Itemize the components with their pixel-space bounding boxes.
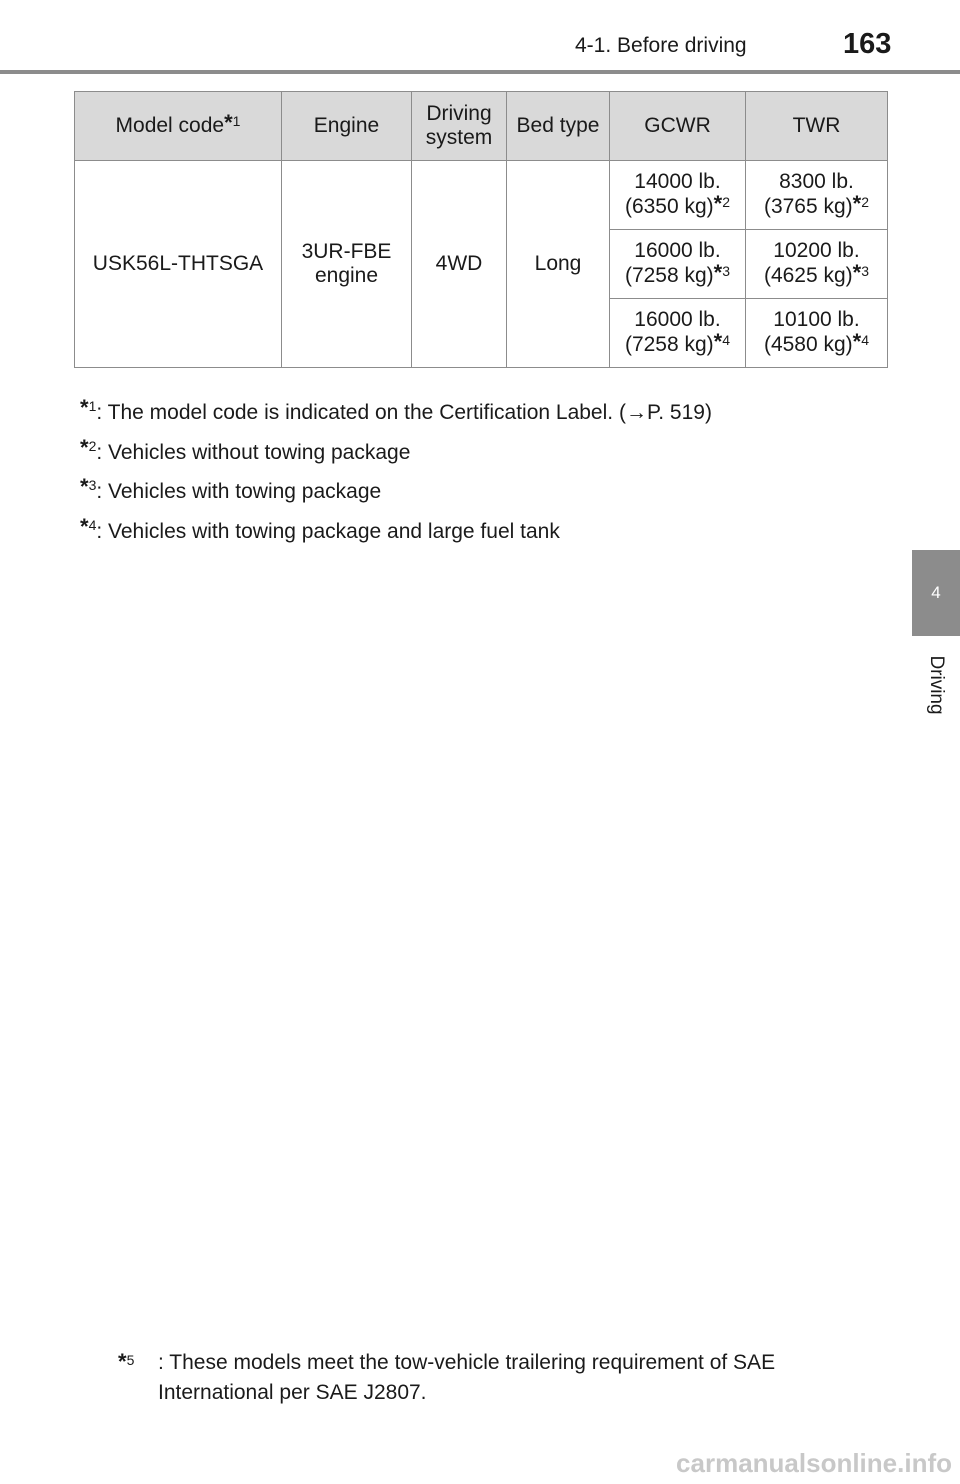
footnote-marker: *3 xyxy=(713,260,731,285)
footnote-marker: *1 xyxy=(224,110,241,135)
footnotes xyxy=(80,392,880,550)
footnote-marker: *5 xyxy=(118,1349,135,1374)
twr-cell: 8300 lb. (3765 kg)$^{*2}$ xyxy=(746,161,888,230)
model-code-cell: USK56L-THTSGA xyxy=(75,161,282,368)
gcwr-cell: 16000 lb. (7258 kg)$^{*3}$ xyxy=(610,230,746,299)
twr-cell: 10200 lb. (4625 kg)$^{*3}$ xyxy=(746,230,888,299)
footnote-marker: *1 xyxy=(80,395,97,420)
bed-type-cell: Long xyxy=(507,161,610,368)
header-bed-type: Bed type xyxy=(507,92,610,161)
footnote-1: $^{*1}$: The model code is indicated on the Certification Label. (→P. 519) xyxy=(80,395,712,424)
chapter-label: Driving xyxy=(926,655,947,715)
footnote-marker: *2 xyxy=(80,434,97,460)
footnote-5: *5 : These models meet the tow-vehicle trailering requirement of SAE International per SAE J2807. xyxy=(118,1348,858,1408)
header-rule xyxy=(0,70,960,74)
footnote-marker: *2 xyxy=(713,191,731,216)
section-title: 4-1. Before driving xyxy=(575,34,747,57)
watermark: carmanualsonline.info xyxy=(676,1448,952,1478)
header-engine: Engine xyxy=(282,92,412,161)
table-header-row xyxy=(75,92,888,161)
footnote-marker: *4 xyxy=(852,329,870,354)
chapter-number: 4 xyxy=(931,583,941,602)
footnote-marker: *3 xyxy=(80,474,97,499)
footnote-2: $^{*2}$: Vehicles without towing package xyxy=(80,434,411,464)
header-model-code: Model code$^{*1}$ xyxy=(75,92,282,161)
gcwr-cell: 16000 lb. (7258 kg)$^{*4}$ xyxy=(610,299,746,368)
page-number: 163 xyxy=(843,28,892,60)
footnote-marker: *4 xyxy=(713,329,731,354)
footnote-4: $^{*4}$: Vehicles with towing package and large fuel tank xyxy=(80,513,560,543)
twr-cell: 10100 lb. (4580 kg)$^{*4}$ xyxy=(746,299,888,368)
header-driving-system: Driving system xyxy=(412,92,507,161)
header-twr: TWR xyxy=(746,92,888,161)
header-gcwr: GCWR xyxy=(610,92,746,161)
chapter-tab xyxy=(912,550,960,636)
engine-cell: 3UR-FBE engine xyxy=(282,161,412,368)
footnote-marker: *4 xyxy=(80,513,97,539)
table-row xyxy=(75,161,888,230)
footnote-3: $^{*3}$: Vehicles with towing package xyxy=(80,474,382,503)
driving-system-cell: 4WD xyxy=(412,161,507,368)
footnote-marker: *2 xyxy=(852,191,870,216)
gcwr-cell: 14000 lb. (6350 kg)$^{*2}$ xyxy=(610,161,746,230)
footnote-marker: *3 xyxy=(852,260,870,285)
towing-capacity-table xyxy=(74,91,888,368)
